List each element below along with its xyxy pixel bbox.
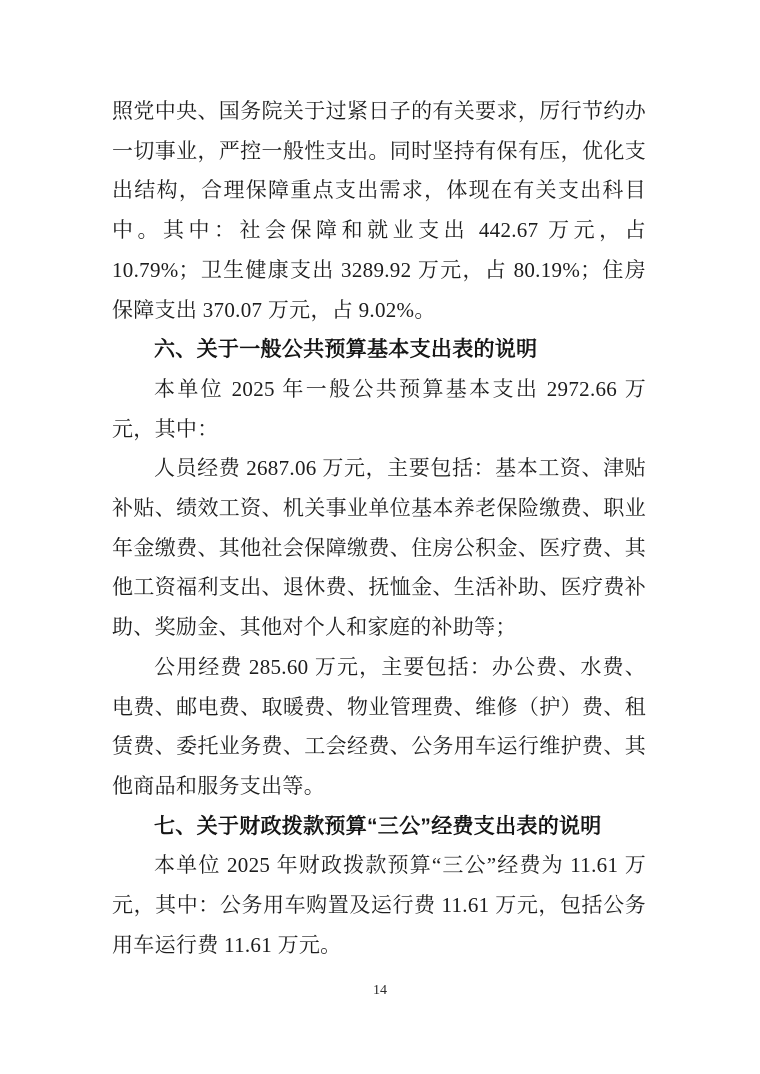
section-heading-6-basic-expenditure: 六、关于一般公共预算基本支出表的说明	[154, 338, 538, 362]
section-heading-7-three-public-expenses: 七、关于财政拨款预算“三公”经费支出表的说明	[154, 814, 602, 838]
paragraph-three-public-expenses: 本单位 2025 年财政拨款预算“三公”经费为 11.61 万元，其中：公务用车购置及运行费 11.61 万元，包括公务用车运行费 11.61 万元。	[112, 853, 646, 957]
paragraph-public-expenses: 公用经费 285.60 万元，主要包括：办公费、水费、电费、邮电费、取暖费、物业管理费、维修（护）费、租赁费、委托业务费、工会经费、公务用车运行维护费、其他商品和服务支出等。	[112, 654, 646, 798]
document-body	[112, 92, 646, 965]
page-number: 14	[373, 983, 387, 998]
paragraph-basic-expenditure-total: 本单位 2025 年一般公共预算基本支出 2972.66 万元，其中：	[112, 376, 646, 441]
paragraph-budget-structure: 照党中央、国务院关于过紧日子的有关要求，厉行节约办一切事业，严控一般性支出。同时坚持有保有压，优化支出结构，合理保障重点支出需求，体现在有关支出科目中。其中：社会保障和就业支出 442.67 万元，占 10.79%；卫生健康支出 3289.92 万元，占 80.19%；住房保障支出 370.07 万元，占 9.02%。	[112, 99, 646, 322]
paragraph-personnel-expenses: 人员经费 2687.06 万元，主要包括：基本工资、津贴补贴、绩效工资、机关事业单位基本养老保险缴费、职业年金缴费、其他社会保障缴费、住房公积金、医疗费、其他工资福利支出、退休费、抚恤金、生活补助、医疗费补助、奖励金、其他对个人和家庭的补助等；	[112, 456, 646, 640]
